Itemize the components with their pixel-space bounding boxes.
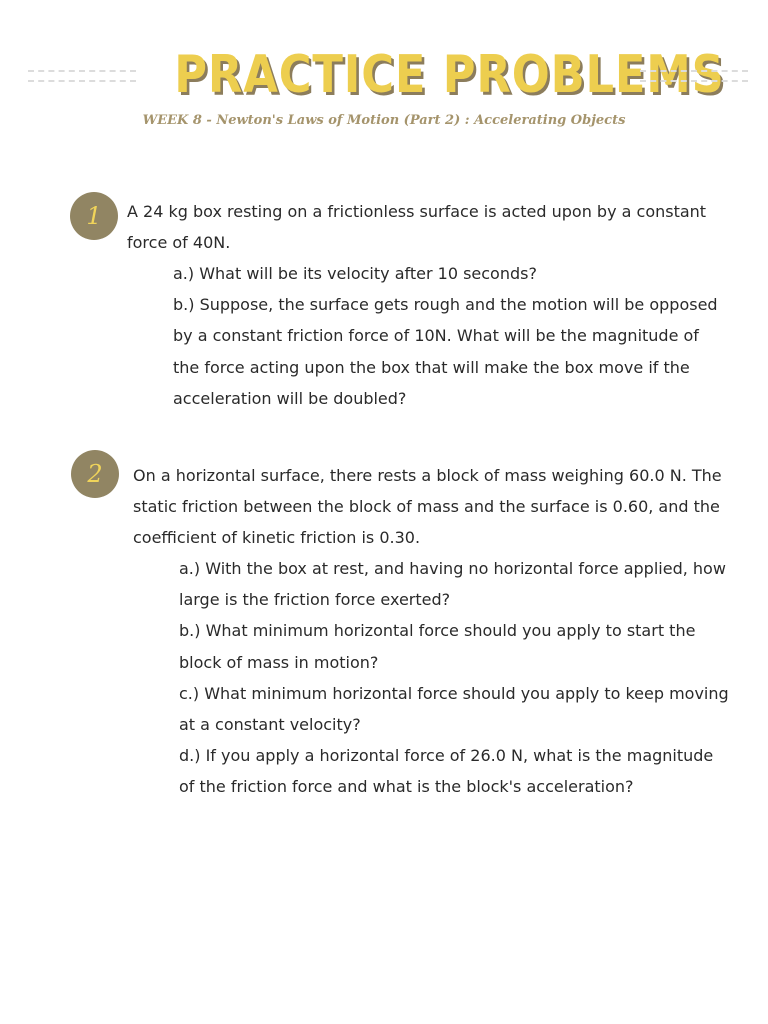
dashed-rule-right [640,70,748,82]
problem-1-subquestion-line: by a constant friction force of 10N. What will be the magnitude of [173,326,699,346]
problem-1-subquestion-line: a.) What will be its velocity after 10 seconds? [173,264,537,283]
problem-2-subquestion-line: block of mass in motion? [179,652,379,672]
problem-1-stem-line: force of 40N. [127,233,231,253]
problem-2-subquestion-line: b.) What minimum horizontal force should you apply to start the [179,621,696,641]
problem-1-number-badge: 1 [70,192,118,240]
problem-1-stem-line: A 24 kg box resting on a frictionless surface is acted upon by a constant [127,202,707,221]
problem-2-stem-line: static friction between the block of mass and the surface is 0.60, and the [133,497,720,517]
problem-1-subquestion-line: b.) Suppose, the surface gets rough and the motion will be opposed [173,295,718,315]
problem-2-subquestion-line: at a constant velocity? [179,715,361,735]
problem-1-subquestion-line: the force acting upon the box that will make the box move if the [173,357,690,377]
page-header [0,40,768,110]
page-subtitle: WEEK 8 - Newton's Laws of Motion (Part 2) : Accelerating Objects [142,113,626,128]
problem-2-subquestion-line: c.) What minimum horizontal force should you apply to keep moving [179,683,729,703]
page-title: PRACTICE PROBLEMS [174,45,725,105]
problem-2-subquestion-line: a.) With the box at rest, and having no horizontal force applied, how [179,559,726,578]
problem-2-stem-line: coefficient of kinetic friction is 0.30. [133,528,421,548]
problem-2-stem [133,460,748,554]
problem-1-subquestion-line: acceleration will be doubled? [173,388,407,408]
problem-2-number-badge: 2 [71,450,119,498]
problem-2-subquestions [179,553,749,803]
problem-1-subquestions [173,258,743,414]
problem-2-subquestion-line: of the friction force and what is the block's acceleration? [179,777,634,797]
problem-2-subquestion-line: large is the friction force exerted? [179,590,451,610]
problem-1-stem [127,196,747,258]
problem-2-subquestion-line: d.) If you apply a horizontal force of 26.0 N, what is the magnitude [179,746,714,766]
problem-2-stem-line: On a horizontal surface, there rests a block of mass weighing 60.0 N. The [133,466,722,485]
dashed-rule-left [28,70,136,82]
